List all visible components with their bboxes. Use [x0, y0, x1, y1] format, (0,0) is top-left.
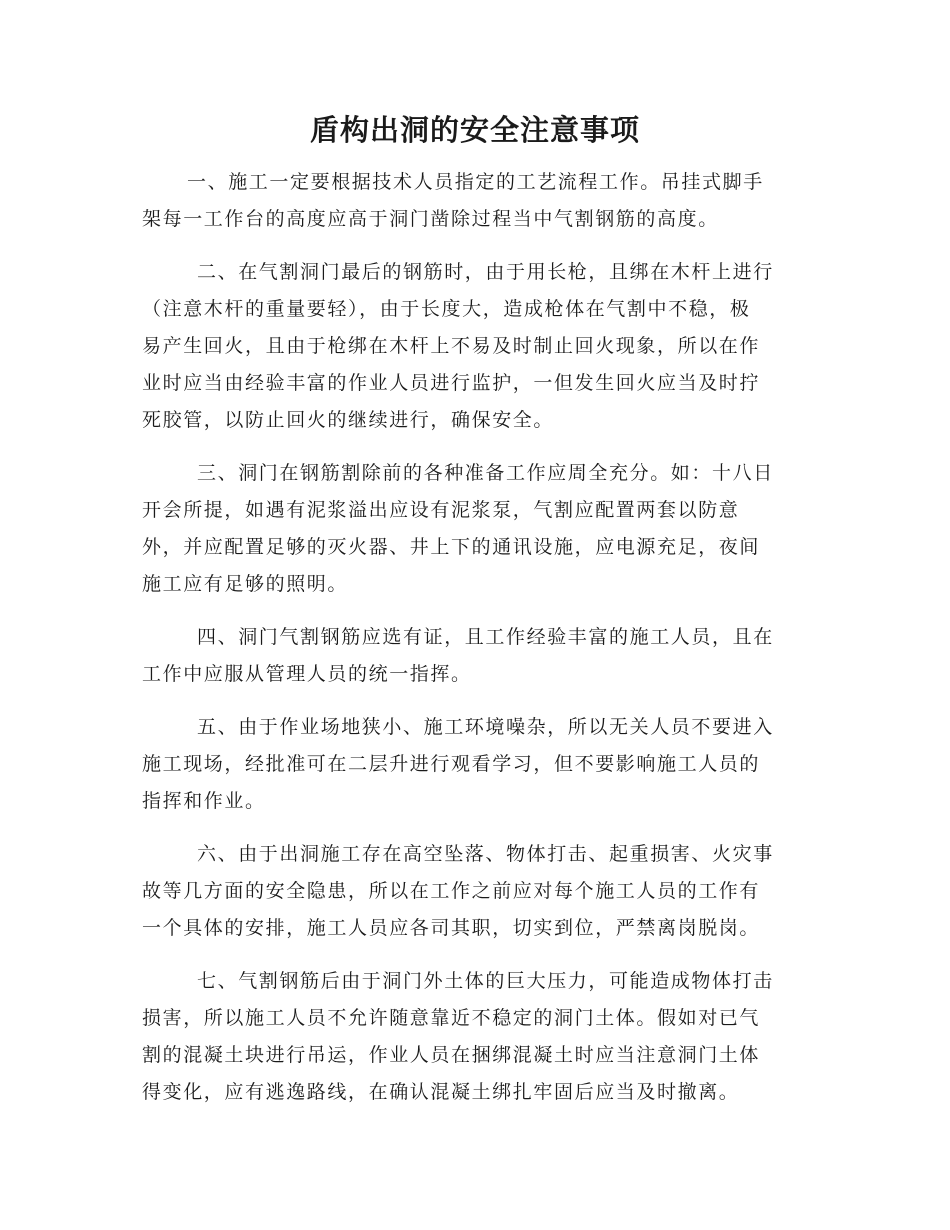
text-line: 六、由于出洞施工存在高空坠落、物体打击、起重损害、火灾事: [197, 843, 774, 865]
text-line: 施工应有足够的照明。: [142, 573, 349, 595]
text-line: 外，并应配置足够的灭火器、井上下的通讯设施，应电源充足，夜间: [142, 536, 761, 558]
text-line: 故等几方面的安全隐患，所以在工作之前应对每个施工人员的工作有: [142, 880, 761, 902]
text-line: 四、洞门气割钢筋应选有证，且工作经验丰富的施工人员，且在: [197, 626, 774, 648]
text-line: （注意木杆的重量要轻），由于长度大，造成枪体在气割中不稳，极: [142, 298, 751, 320]
text-line: 施工现场，经批准可在二层升进行观看学习，但不要影响施工人员的: [142, 753, 761, 775]
text-line: 割的混凝土块进行吊运，作业人员在捆绑混凝土时应当注意洞门土体: [142, 1044, 761, 1066]
text-line: 工作中应服从管理人员的统一指挥。: [142, 663, 472, 685]
document-title: 盾构出洞的安全注意事项: [309, 113, 640, 147]
text-line: 得变化，应有逃逸路线，在确认混凝土绑扎牢固后应当及时撤离。: [142, 1081, 740, 1103]
text-line: 指挥和作业。: [142, 790, 266, 812]
text-line: 五、由于作业场地狭小、施工环境噪杂，所以无关人员不要进入: [197, 716, 774, 738]
text-line: 业时应当由经验丰富的作业人员进行监护，一但发生回火应当及时拧: [142, 372, 761, 394]
text-line: 开会所提，如遇有泥浆溢出应设有泥浆泵，气割应配置两套以防意: [142, 499, 740, 521]
text-line: 二、在气割洞门最后的钢筋时，由于用长枪，且绑在木杆上进行: [197, 261, 774, 283]
text-line: 易产生回火，且由于枪绑在木杆上不易及时制止回火现象，所以在作: [142, 335, 761, 357]
text-line: 三、洞门在钢筋割除前的各种准备工作应周全充分。如：十八日: [197, 462, 774, 484]
text-line: 一、施工一定要根据技术人员指定的工艺流程工作。吊挂式脚手: [187, 171, 764, 193]
text-line: 七、气割钢筋后由于洞门外土体的巨大压力，可能造成物体打击: [197, 970, 774, 992]
text-line: 损害，所以施工人员不允许随意靠近不稳定的洞门土体。假如对已气: [142, 1007, 761, 1029]
text-line: 死胶管，以防止回火的继续进行，确保安全。: [142, 409, 555, 431]
text-line: 架每一工作台的高度应高于洞门凿除过程当中气割钢筋的高度。: [142, 208, 719, 230]
text-line: 一个具体的安排，施工人员应各司其职，切实到位，严禁离岗脱岗。: [142, 917, 761, 939]
